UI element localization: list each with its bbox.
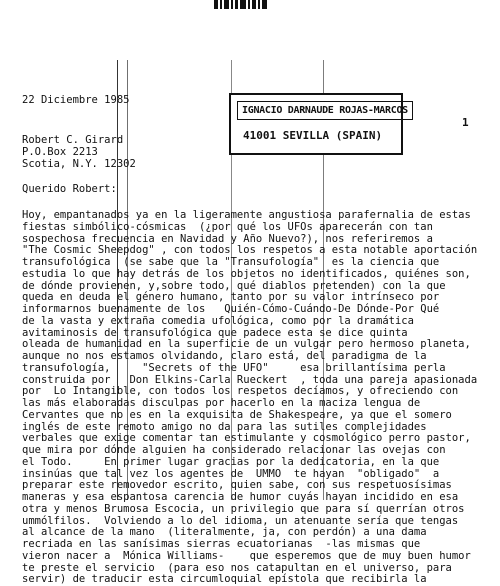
body-line: aunque no nos estamos olvidando, claro está, del paradigma de la xyxy=(22,350,427,362)
scan-artifact xyxy=(214,0,274,10)
body-line: construida por Don Elkins-Carla Rueckert , toda una pareja apasionada xyxy=(22,373,478,386)
body-line: verbales que exige comentar tan estimulante y cosmológico perro pastor, xyxy=(22,432,471,445)
page-number: 1 xyxy=(462,116,469,129)
body-line: "The Cosmic Sheepdog" , con todos los respetos a esta notable aportación xyxy=(22,244,478,257)
body-line: sospechosa frecuencia en Navidad y Año Nuevo?), nos referiremos a xyxy=(22,232,433,245)
body-line: avitaminosis de transufológica que padece esta se dice quinta xyxy=(22,326,408,339)
body-line: insinúas que tal vez los agentes de UMMO te hayan "obligado" a xyxy=(22,467,440,480)
salutation: Querido Robert: xyxy=(22,183,117,195)
sender-stamp xyxy=(229,93,408,155)
letter-body xyxy=(22,210,492,586)
body-line: vieron nacer a Mónica Williams- que esperemos que de muy buen humor xyxy=(22,549,471,562)
body-line: transufológica (se sabe que la "Transufología" es la ciencia que xyxy=(22,256,440,268)
body-line: por Lo Intangible, con todos los respetos decíamos, y ofreciendo con xyxy=(22,385,459,398)
stamp-name: IGNACIO DARNAUDE ROJAS-MARCOS xyxy=(237,101,413,120)
body-line: de la vasta y extraña comedia ufológica, como por la dramática xyxy=(22,314,414,327)
address-line: Scotia, N.Y. 12302 xyxy=(22,158,136,170)
body-line: ummólfilos. Volviendo a lo del idioma, un atenuante sería que tengas xyxy=(22,514,459,527)
body-line: queda en deuda el género humano, tanto por su valor intrínseco por xyxy=(22,291,440,304)
body-line: recriada en las sanísimas sierras ecuatorianas -las mismas que xyxy=(22,538,421,550)
body-line: al alcance de la mano (literalmente, ja, con perdón) a una dama xyxy=(22,526,427,539)
body-line: oleada de humanidad en la superficie de un vulgar pero hermoso planeta, xyxy=(22,338,471,351)
body-line: transufología, "Secrets of the UFO" esa brillantísima perla xyxy=(22,361,446,374)
body-line: Cervantes que no es en la exquisita de Shakespeare, ya que el somero xyxy=(22,408,452,421)
stamp-city: 41001 SEVILLA (SPAIN) xyxy=(243,129,383,142)
body-line: preparar este removedor escrito, quien sabe, con sus respetuosísimas xyxy=(22,479,452,492)
body-line: fiestas simbólico-cósmicas (¿por qué los UFOs aparecerán con tan xyxy=(22,220,433,233)
recipient-address xyxy=(22,134,136,170)
body-line: te preste el servicio (para eso nos catapultan en el universo, para xyxy=(22,561,452,574)
address-line: Robert C. Girard xyxy=(22,134,124,146)
body-line: el Todo. En primer lugar gracias por la dedicatoria, en la que xyxy=(22,455,440,468)
body-line: las más elaboradas disculpas por hacerlo en la maciza lengua de xyxy=(22,397,421,409)
body-line: inglés de este remoto amigo no da para las sutiles complejidades xyxy=(22,420,427,433)
body-line: que mira por dónde alguien ha considerado relacionar las ovejas con xyxy=(22,444,446,456)
letter-date: 22 Diciembre 1985 xyxy=(22,94,130,106)
body-line: otra y menos Brumosa Escocia, un privilegio que para sí querrían otros xyxy=(22,502,465,515)
address-line: P.O.Box 2213 xyxy=(22,146,98,158)
body-line: servir) de traducir esta circumloquial epístola que recibirla la xyxy=(22,573,427,586)
body-line: de dónde provienen, y,sobre todo, qué diablos pretenden) con la que xyxy=(22,279,446,292)
body-line: informarnos buenamente de los Quién-Cómo-Cuándo-De Dónde-Por Qué xyxy=(22,303,440,315)
body-line: Hoy, empantanados ya en la ligeramente angustiosa parafernalia de estas xyxy=(22,209,471,221)
body-line: maneras y esa espantosa carencia de humor cuyás hayan incidido en esa xyxy=(22,491,459,503)
body-line: estudia lo que hay detrás de los objetos no identificados, quiénes son, xyxy=(22,267,471,280)
